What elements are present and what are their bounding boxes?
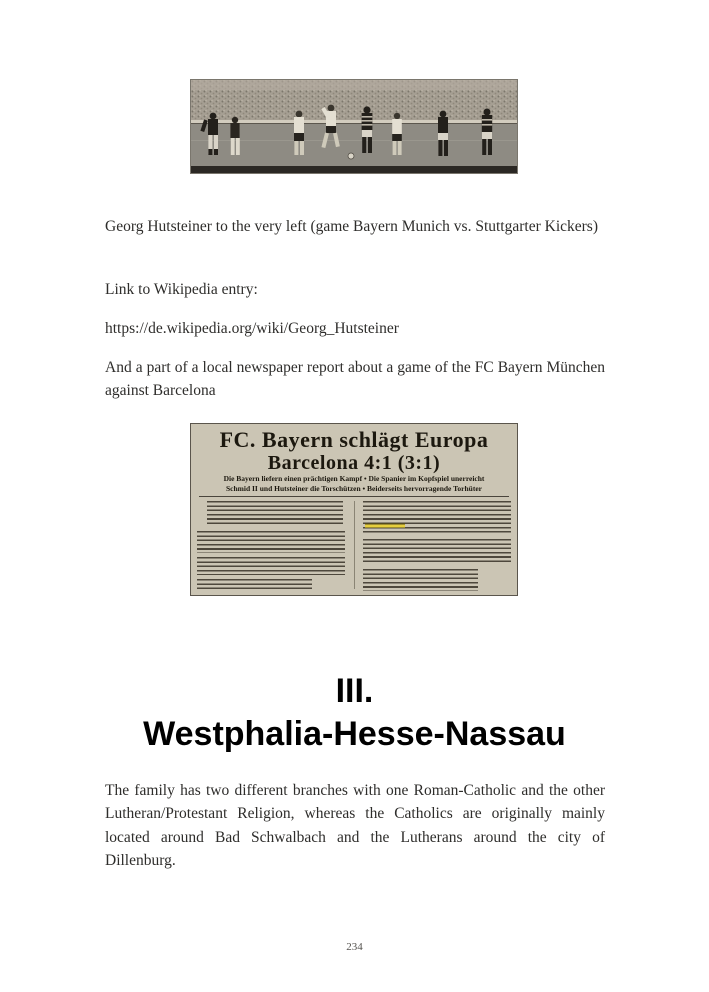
clipping-headline-line1: FC. Bayern schlägt Europa [219, 427, 489, 452]
newsprint-column-left [197, 501, 345, 589]
highlighted-word-hutsteiner [365, 523, 405, 528]
clipping-headline-line2: Barcelona 4:1 (3:1) [267, 452, 441, 474]
chapter-heading [0, 670, 709, 756]
chapter-title: Westphalia-Hesse-Nassau [143, 715, 566, 753]
wiki-link-label: Link to Wikipedia entry: [105, 281, 258, 298]
chapter-number: III. [335, 672, 374, 710]
clipping-divider [199, 496, 509, 497]
wiki-url-link[interactable]: https://de.wikipedia.org/wiki/Georg_Hutsteiner [105, 320, 399, 337]
chapter-body-paragraph: The family has two different branches with one Roman-Catholic and the other Lutheran/Protestant Religion, whereas the Catholics are originally mainly located around Bad Schwalbach and the Lutherans around the city of Dillenburg. [105, 782, 605, 870]
photo-caption: Georg Hutsteiner to the very left (game Bayern Munich vs. Stuttgarter Kickers) [105, 218, 598, 235]
clipping-subhead-line2: Schmid II und Hutsteiner die Torschützen • Beiderseits hervorragende Torhüter [225, 484, 483, 493]
newspaper-clipping [190, 423, 518, 596]
football-match-photo [190, 79, 518, 174]
newsprint-column-right [354, 501, 511, 589]
football-match-photo-art [191, 80, 517, 173]
newsprint-text-columns [197, 501, 511, 589]
clipping-subhead-line1: Die Bayern liefern einen prächtigen Kampf • Die Spanier im Kopfspiel unerreicht [223, 474, 485, 483]
newspaper-intro: And a part of a local newspaper report about a game of the FC Bayern München against Barcelona [105, 359, 605, 400]
page-number: 234 [346, 941, 363, 953]
